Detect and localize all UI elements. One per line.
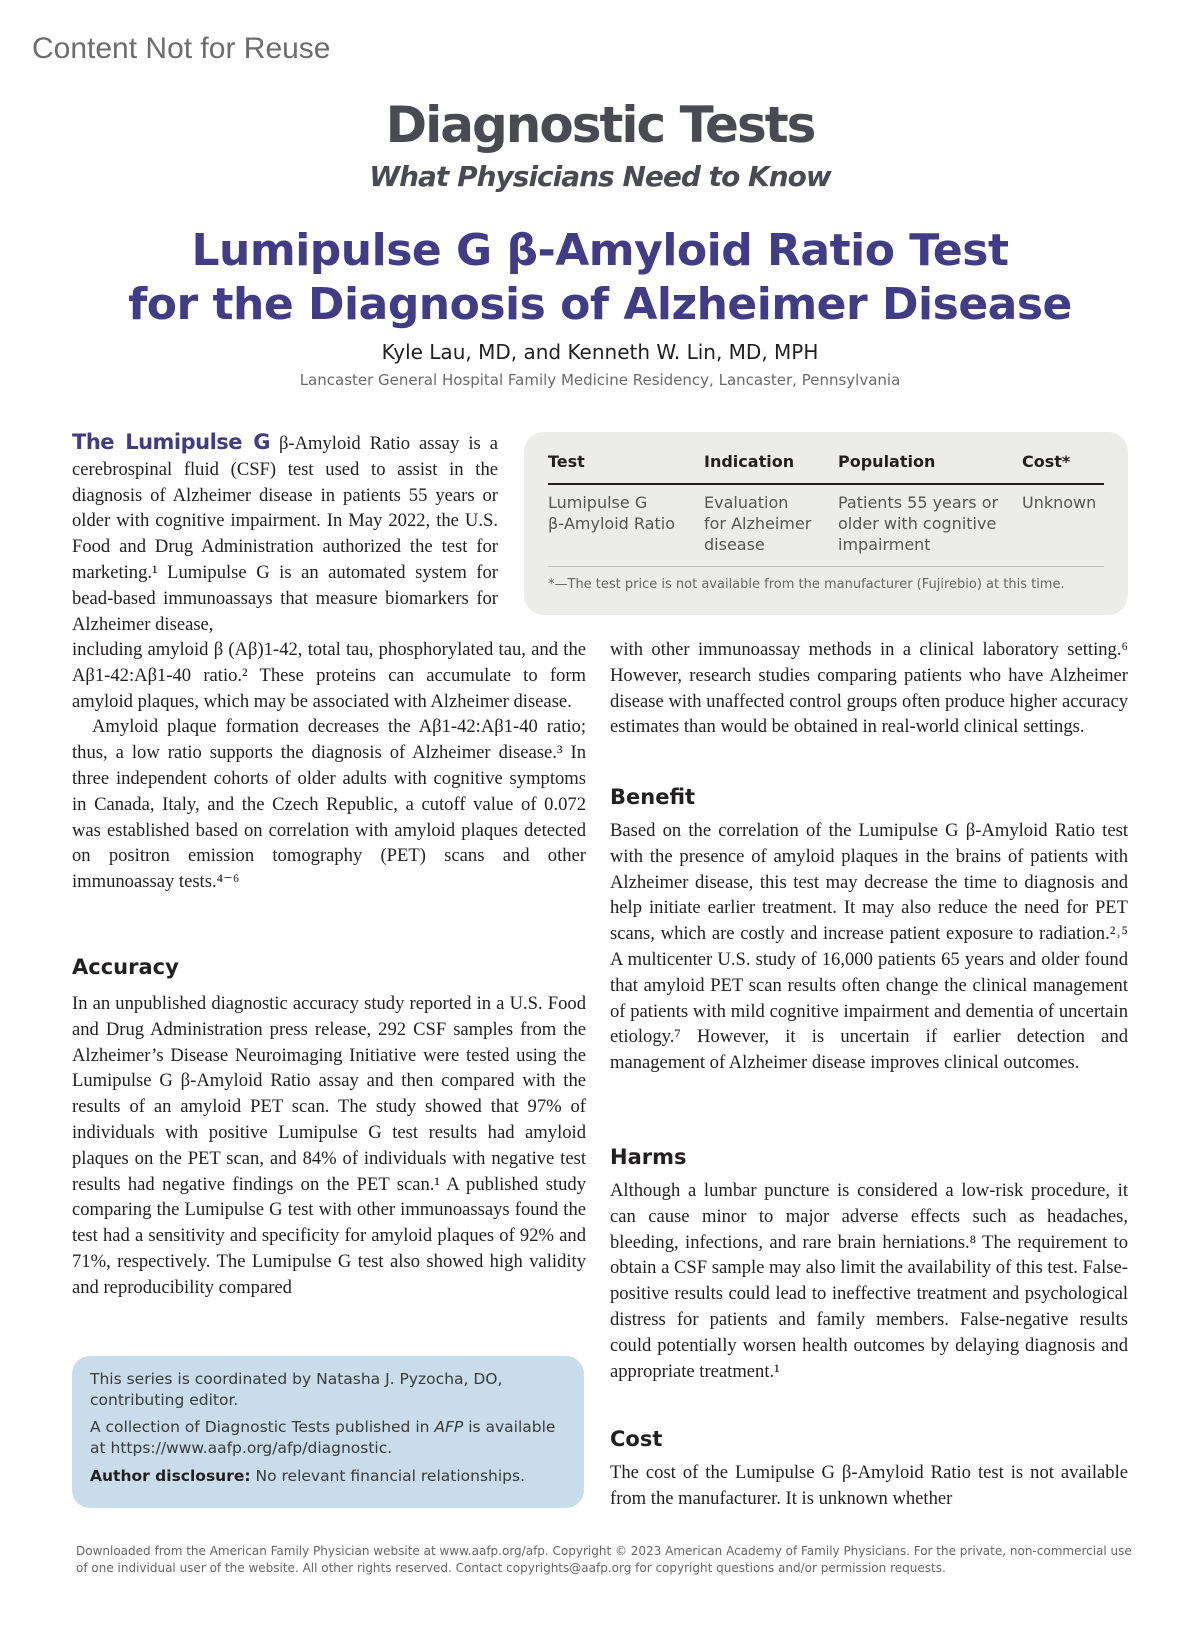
- intro-paragraph-2: Amyloid plaque formation decreases the Aβ1-42:Aβ1-40 ratio; thus, a low ratio supports the diagnosis of Alzheimer disease.³ In three independent cohorts of older adults with cognitive symptoms in Canada, Italy, and the Czech Republic, a cutoff value of 0.072 was established based on correlation with amyloid plaques detected on positron emission tomography (PET) scans and other immunoassay tests.⁴⁻⁶: [72, 716, 586, 893]
- table-cell-line: Evaluation: [704, 493, 789, 512]
- journal-name: AFP: [434, 1418, 464, 1436]
- table-cell-line: for Alzheimer: [704, 514, 812, 533]
- benefit-section: [610, 818, 1128, 1076]
- benefit-heading: Benefit: [610, 785, 696, 809]
- table-cell-line: Patients 55 years or: [838, 493, 999, 512]
- authors: Kyle Lau, MD, and Kenneth W. Lin, MD, MPH: [381, 340, 819, 364]
- cost-heading: Cost: [610, 1427, 663, 1451]
- accuracy-continued-text: with other immunoassay methods in a clinical laboratory setting.⁶ However, research studies comparing patients who have Alzheimer disease with unaffected control groups often produce higher accuracy estimates than would be obtained in real-world clinical settings.: [610, 639, 1128, 738]
- harms-heading: Harms: [610, 1145, 687, 1169]
- table-header-population: Population: [838, 452, 936, 471]
- disclosure-text: No relevant financial relationships.: [250, 1467, 525, 1485]
- table-cell-test: [548, 492, 675, 534]
- series-title: Diagnostic Tests: [385, 96, 815, 154]
- accuracy-continued: [610, 637, 1128, 740]
- table-cell-line: Lumipulse G: [548, 493, 648, 512]
- table-header-indication: Indication: [704, 452, 795, 471]
- intro-paragraph-top: [72, 430, 498, 637]
- table-cell-line: disease: [704, 535, 765, 554]
- copyright-footer: Downloaded from the American Family Physician website at www.aafp.org/afp. Copyright © 2023 American Academy of Family Physicians. For the private, non-commercial use of one individual user of the website. All other rights reserved. Contact copyrights@aafp.org for copyright questions and/or permission requests.: [76, 1544, 1132, 1575]
- series-info-box: [72, 1356, 584, 1508]
- article-title-line-2: for the Diagnosis of Alzheimer Disease: [128, 279, 1072, 330]
- table-cell-line: older with cognitive: [838, 514, 997, 533]
- intro-text-bottom: including amyloid β (Aβ)1-42, total tau, phosphorylated tau, and the Aβ1-42:Aβ1-40 ratio.² These proteins can accumulate to form amyloid plaques, which may be associated with Alzheimer disease.: [72, 639, 586, 712]
- table-header-cost: Cost*: [1022, 452, 1071, 471]
- benefit-text: Based on the correlation of the Lumipulse G β-Amyloid Ratio test with the presence of amyloid plaques in the brains of patients with Alzheimer disease, this test may decrease the time to diagnosis and help initiate earlier treatment. It may also reduce the need for PET scans, which are costly and increase patient exposure to radiation.²˒⁵ A multicenter U.S. study of 16,000 patients 65 years and older found that amyloid PET scan results often change the clinical management of patients with mild cognitive impairment and dementia of uncertain etiology.⁷ However, it is uncertain if earlier detection and management of Alzheimer disease improves clinical outcomes.: [610, 820, 1128, 1074]
- coordinator-note: This series is coordinated by Natasha J. Pyzocha, DO, contributing editor.: [90, 1370, 503, 1409]
- table-cell-line: β-Amyloid Ratio: [548, 514, 675, 533]
- collection-note: [90, 1417, 560, 1459]
- accuracy-section: [72, 991, 586, 1301]
- table-footer-rule: [548, 566, 1104, 567]
- series-subtitle: What Physicians Need to Know: [369, 160, 831, 193]
- article-title-line-1: Lumipulse G β-Amyloid Ratio Test: [191, 225, 1009, 276]
- table-cell-cost: [1022, 492, 1096, 513]
- table-header-rule: [548, 483, 1104, 485]
- table-cell-indication: [704, 492, 811, 555]
- table-header-test: Test: [548, 452, 585, 471]
- intro-text-top: β-Amyloid Ratio assay is a cerebrospinal fluid (CSF) test used to assist in the diagnosis of Alzheimer disease in patients 55 years or older with cognitive impairment. In May 2022, the U.S. Food and Drug Administration authorized the test for marketing.¹ Lumipulse G is an automated system for bead-based immunoassays that measure biomarkers for Alzheimer disease,: [72, 433, 498, 635]
- intro-paragraph-bottom: [72, 637, 586, 895]
- accuracy-text: In an unpublished diagnostic accuracy study reported in a U.S. Food and Drug Administration press release, 292 CSF samples from the Alzheimer’s Disease Neuroimaging Initiative were tested using the Lumipulse G β-Amyloid Ratio assay and then compared with the results of an amyloid PET scan. The study showed that 97% of individuals with positive Lumipulse G test results had amyloid plaques on the PET scan, and 84% of individuals with negative test results had negative findings on the PET scan.¹ A published study comparing the Lumipulse G test with other immunoassays found the test had a sensitivity and specificity for amyloid plaques of 92% and 71%, respectively. The Lumipulse G test also showed high validity and reproducibility compared: [72, 993, 586, 1298]
- article-title: [0, 224, 1200, 332]
- cost-section: [610, 1460, 1128, 1512]
- cost-text: The cost of the Lumipulse G β-Amyloid Ratio test is not available from the manufacturer. It is unknown whether: [610, 1462, 1128, 1509]
- harms-text: Although a lumbar puncture is considered a low-risk procedure, it can cause minor to major adverse effects such as headaches, bleeding, infections, and rare brain herniations.⁸ The requirement to obtain a CSF sample may also limit the availability of this test. False-positive results could lead to ineffective treatment and psychological distress for patients and family members. False-negative results could potentially worsen health outcomes by delaying diagnosis and appropriate treatment.¹: [610, 1180, 1128, 1382]
- summary-table: [524, 432, 1128, 615]
- table-cell-population: [838, 492, 998, 555]
- collection-text: A collection of Diagnostic Tests published in: [90, 1418, 435, 1436]
- harms-section: [610, 1178, 1128, 1384]
- accuracy-heading: Accuracy: [72, 955, 179, 979]
- affiliation: Lancaster General Hospital Family Medicine Residency, Lancaster, Pennsylvania: [299, 371, 901, 389]
- table-cell-line: Unknown: [1022, 493, 1097, 512]
- watermark: Content Not for Reuse: [32, 32, 331, 65]
- table-footnote: *—The test price is not available from the manufacturer (Fujirebio) at this time.: [548, 577, 1065, 592]
- table-cell-line: impairment: [838, 535, 931, 554]
- collection-url-text: is available at https://www.aafp.org/afp/diagnostic.: [90, 1418, 556, 1457]
- intro-lead: The Lumipulse G: [72, 430, 270, 454]
- author-disclosure: [90, 1466, 560, 1487]
- disclosure-label: Author disclosure:: [90, 1467, 251, 1485]
